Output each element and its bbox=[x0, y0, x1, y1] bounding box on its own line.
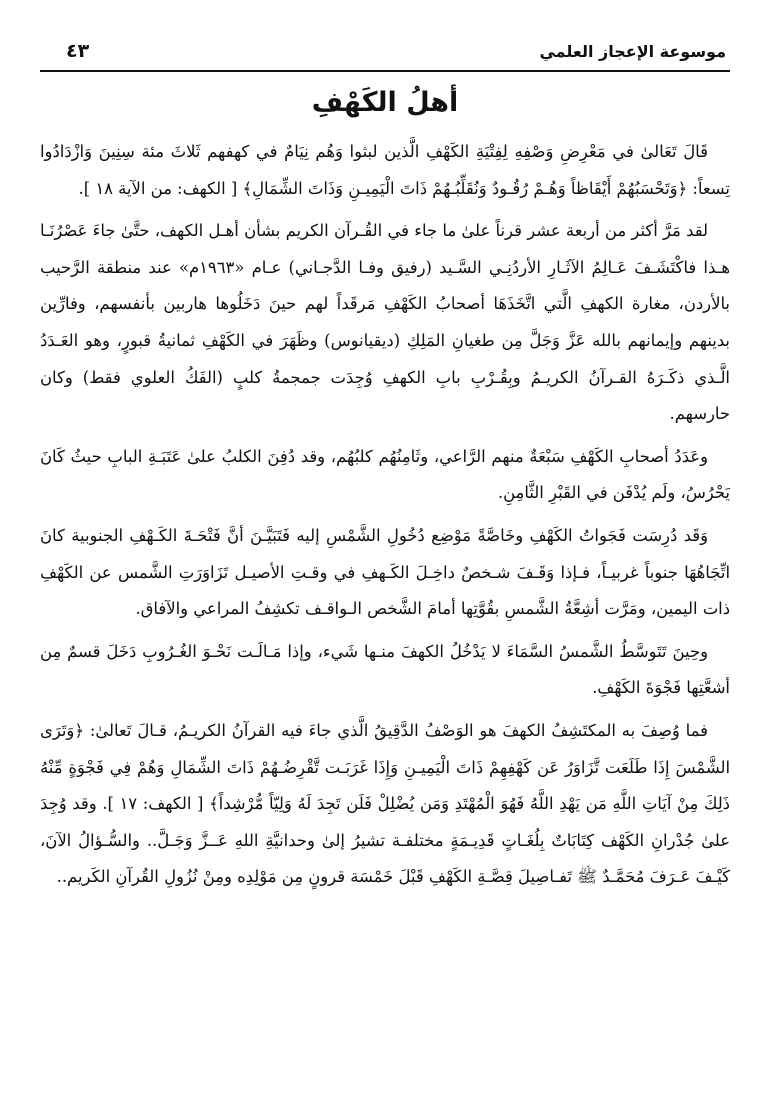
book-page bbox=[40, 34, 730, 1074]
running-title: موسوعة الإعجاز العلمي bbox=[539, 42, 726, 61]
paragraph-discovery bbox=[40, 213, 730, 433]
page-number: ٤٣ bbox=[66, 40, 90, 62]
paragraph-text: قَالَ تَعَالىٰ في مَعْرِضِ وَصْفِهِ لِفِتْيَةِ الكَهْفِ الَّذين لبثوا وَهُم نِيَامٌ في كهفهم ثَلاثَ مئة سِنِينَ وَازْدَادُوا تِسعاً: ﴿وَتَحْسَبُهُمْ أَيْقَاظاً وَهُـمْ رُقُـودٌ وَنُقَلِّبُـهُمْ ذَاتَ الْيَمِيـنِ وَذَاتَ الشِّمَالِ﴾ bbox=[40, 142, 730, 198]
paragraph-text: فما وُصِفَ به المكتَشِفُ الكهفَ هو الوَصْفُ الدَّقِيقُ الَّذي جاءَ فيه القرآنُ الكريـمُ، قـالَ تَعالىٰ: ﴿وَتَرَى الشَّمْسَ إِذَا طَلَعَت تَّزَاوَرُ عَن كَهْفِهِمْ ذَاتَ الْيَمِيـنِ وَإِذَا غَرَبَـت تَّقْرِضُـهُمْ ذَاتَ الشِّمَالِ وَهُمْ فِي فَجْوَةٍ مِّنْهُ ذَلِكَ مِنْ آيَاتِ اللَّهِ مَن يَهْدِ اللَّهُ فَهُوَ الْمُهْتَدِ وَمَن يُضْلِلْ فَلَن تَجِدَ لَهُ وَلِيّاً مُّرْشِداً﴾ bbox=[40, 720, 730, 814]
paragraph-openings bbox=[40, 518, 730, 628]
verse-citation: [ الكهف: ١٧ ]. bbox=[102, 794, 204, 814]
paragraph-intro bbox=[40, 134, 730, 207]
page-header bbox=[40, 34, 730, 72]
body-text bbox=[40, 134, 730, 896]
verse-citation: [ الكهف: من الآية ١٨ ]. bbox=[78, 178, 238, 198]
paragraph-text: وَقَد دُرِسَت فَجَواتُ الكَهْفِ وخَاصَّةً مَوْضِع دُخُولِ الشَّمْسِ إليه فَتَبَيَّـنَ أنَّ فَتْحَـةَ الكَـهْفِ الجنوبية كانَ اتِّجَاهُهَا جنوباً غربيـاً، فـإذا وَقَـفَ شـخصٌ داخِـلَ الكَـهفِ في وقـتِ الأصيـل تَزَاوَرَتِ الشَّمس عن الكَهْفِ ذات اليمين، ومَرَّت أشِعَّةُ الشَّمسِ بقُوَّتِها أمامَ الشَّخص الـواقـف تكشِفُ المراعي والآفاق. bbox=[40, 525, 730, 619]
chapter-title: أهلُ الكَهْفِ bbox=[311, 87, 459, 118]
paragraph-text-after: وقد وُجِدَ علىٰ جُدْرانِ الكَهْف كِتَابَاتٌ بِلُغَـاتٍ قَدِيـمَةٍ مختلفـة تشيرُ إلىٰ وحدانيَّةِ اللهِ عَــزَّ وَجَـلَّ.. والسُّـؤالُ الآنَ، كَيْـفَ عَـرَفَ مُحَمَّـدٌ ﷺ تَفـاصِيلَ قِصَّـةِ الكَهْفِ قَبْلَ خَمْسَة قرونٍ مِن مَوْلِدِه ومِنْ نُزُولِ القُرآنِ الكَريم.. bbox=[40, 794, 730, 887]
paragraph-text: وعَدَدُ أصحابِ الكَهْفِ سَبْعَةٌ منهم الرَّاعي، وثَامِنُهُم كلبُهُم، وقد دُفِنَ الكلبُ علىٰ عَتَبَـةِ البابِ حيثُ كَانَ يَحْرُسُ، ولَم يُدْفَن في القَبْرِ الثَّامِنِ. bbox=[40, 446, 730, 503]
paragraph-text: لقد مَرَّ أكثر من أربعة عشر قرناً علىٰ ما جاء في القُـرآن الكريم بشأن أهـل الكهف، حتَّىٰ جاءَ عَصْرُنَـا هـذا فاكْتَشَـفَ عَـالِمُ الآثَـارِ الأردُنِـي السَّـيد (رفيق وفـا الدَّجـاني) عـام «١٩٦٣م» عند منطقة الرَّحيب بالأردن، مغارة الكهفِ الَّتي اتَّخَذَهَا أصحابُ الكَهْفِ مَرقَداً لهم حينَ دَخَلُوها هاربين بأنفسهم، وفارِّين بدينهم وإيمانهم بالله عَزَّ وَجَلَّ مِن طغيانِ المَلِكِ (ديقيانوس) وظَهَرَ في الكَهْفِ ثمانيةُ قبورٍ، وهو العَـدَدُ الَّـذي ذكَـرَهُ القـرآنُ الكريـمُ وبِقُـرْبِ بابِ الكهفِ وُجِدَت جمجمةُ كلبٍ (الفَكُ العلوي فقط) وكان حارسهم. bbox=[40, 221, 730, 424]
paragraph-noon bbox=[40, 634, 730, 707]
paragraph-quran-description bbox=[40, 713, 730, 896]
paragraph-text: وحِينَ تَتَوسَّطُ الشَّمسُ السَّمَاءَ لا يَدْخُلُ الكهفَ منـها شَيء، وإذا مَـالَـت نَحْـوَ الغُـرُوبِ دَخَلَ قسمٌ مِن أشعَّتِها فَجْوَةَ الكَهْفِ. bbox=[40, 641, 730, 698]
paragraph-count bbox=[40, 439, 730, 512]
